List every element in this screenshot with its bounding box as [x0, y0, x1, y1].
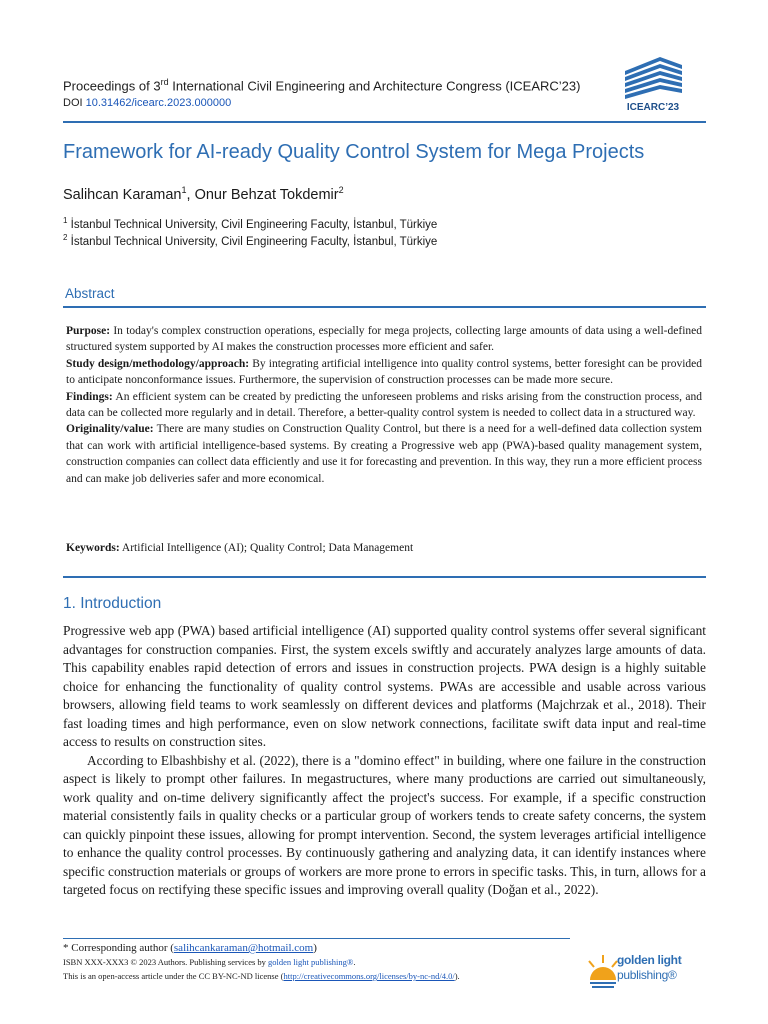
doi-label: DOI: [63, 97, 86, 109]
author-separator: ,: [186, 186, 195, 203]
license-line: [63, 971, 460, 981]
abstract-originality: [66, 421, 702, 487]
keywords-label: Keywords:: [66, 542, 120, 554]
logo-roof-stripe-1: [625, 57, 682, 75]
author-1-affil: 1: [181, 185, 187, 195]
icearc-logo: [620, 55, 686, 113]
abstract-findings-label: Findings:: [66, 390, 113, 403]
license-prefix: This is an open-access article under the CC BY-NC-ND license (: [63, 971, 284, 981]
abstract-methodology: [66, 356, 702, 389]
author-2-affil: 2: [338, 185, 344, 195]
doi-link[interactable]: 10.31462/icearc.2023.000000: [85, 97, 232, 109]
abstract-methodology-text: By integrating artificial intelligence into quality control systems, better foresight can be provided to anticipate nonconformance issues. Furthermore, the supervision of construction processes can be made more secure.: [66, 357, 702, 387]
introduction-paragraph-1: Progressive web app (PWA) based artificial intelligence (AI) supported quality control systems offer several significant advantages for construction companies. First, the system excels swiftly and accurately analyzes large amounts of data. This capability enables rapid detection of errors and issues in construction projects. PWA design is a highly suitable choice for enhancing the functionality of quality control systems. PWAs are accessible and usable across various browsers, allowing field teams to work seamlessly on different devices and platforms (Majchrzak et al., 2018). Their fast loading times and high performance, even on slow network connections, facilitate swift data input and real-time access to results on construction sites.: [63, 623, 706, 749]
abstract-originality-text: There are many studies on Construction Quality Control, but there is a need for a well-defined data collection system that can work with artificial intelligence-based systems. By creating a Progressive web app (PWA)-based quality management system, construction companies can collect data efficiently and use it for forecasting and prevention. In this way, they run a more efficient process and can make job deliveries safer and more economical.: [66, 423, 702, 485]
proceedings-line: [63, 77, 580, 93]
publisher-name-line-1: golden light: [617, 953, 682, 967]
keywords-rule: [63, 576, 706, 578]
abstract-body: [66, 323, 702, 487]
abstract-purpose-text: In today's complex construction operations, especially for mega projects, collecting large amounts of data using a well-defined structured system supported by AI makes the construction processes more efficient and safer.: [66, 325, 702, 354]
doi-line: [63, 97, 231, 109]
introduction-paragraph-2: According to Elbashbishy et al. (2022), there is a "domino effect" in building, where one failure in the construction aspect is likely to prompt other failures. In megastructures, where many productions are carried out simultaneously, work quality and on-time delivery significantly affect the project's success. For example, if a specific construction material consistently fails in quality checks or a particular group of workers tends to create safety concerns, the system can quickly pinpoint these issues, allowing for prompt intervention. Second, the system leverages artificial intelligence to enhance the quality control processes. By continuously gathering and analyzing data, it can identify instances where specific construction materials or groups of workers are more prone to errors in specific tasks. This, in turn, allows for a targeted focus on rectifying these specific issues and improving overall quality (Doğan et al., 2022).: [63, 752, 706, 897]
introduction-body: [63, 622, 706, 900]
author-1: Salihcan Karaman: [63, 186, 182, 203]
affiliation-1-marker: 1: [63, 216, 68, 225]
corresponding-author-note: [63, 942, 317, 954]
affiliation-2-marker: 2: [63, 233, 68, 242]
abstract-purpose: [66, 323, 702, 356]
author-2: Onur Behzat Tokdemir: [194, 186, 339, 203]
affiliation-1-text: İstanbul Technical University, Civil Engineering Faculty, İstanbul, Türkiye: [67, 218, 438, 231]
corresponding-email-link[interactable]: salihcankaraman@hotmail.com: [173, 942, 314, 954]
license-suffix: ).: [454, 971, 460, 981]
keywords: [66, 542, 702, 554]
isbn-prefix: ISBN XXX-XXX3 © 2023 Authors. Publishing services by: [63, 957, 269, 967]
abstract-methodology-label: Study design/methodology/approach:: [66, 357, 250, 370]
proceedings-suffix: International Civil Engineering and Architecture Congress (ICEARC’23): [168, 78, 581, 94]
isbn-suffix: .: [353, 957, 356, 967]
proceedings-ordinal: rd: [160, 77, 169, 87]
isbn-line: [63, 957, 355, 967]
keywords-text: Artificial Intelligence (AI); Quality Control; Data Management: [119, 542, 414, 554]
affiliation-2-text: İstanbul Technical University, Civil Engineering Faculty, İstanbul, Türkiye: [67, 235, 438, 248]
abstract-heading: Abstract: [65, 286, 115, 301]
license-link[interactable]: http://creativecommons.org/licenses/by-nc-nd/4.0/: [283, 971, 455, 981]
logo-text: ICEARC’23: [626, 102, 680, 113]
abstract-findings-text: An efficient system can be created by predicting the unforeseen problems and risks arising from the construction process, and data can be collected more regularly and in detail. Therefore, a better-quality control system is needed to collect data in a structured way.: [66, 390, 702, 420]
publisher-name-line-2: publishing®: [617, 968, 677, 982]
abstract-originality-label: Originality/value:: [66, 423, 154, 436]
isbn-publisher-brand: golden light publishing®: [268, 957, 354, 967]
header-rule: [63, 121, 706, 123]
paper-title: Framework for AI-ready Quality Control System for Mega Projects: [63, 141, 645, 163]
affiliation-1: [63, 216, 437, 231]
publisher-sun-icon: [589, 955, 617, 987]
abstract-rule: [63, 306, 706, 308]
abstract-findings: [66, 389, 702, 422]
affiliation-2: [63, 233, 437, 248]
corresponding-suffix: ): [313, 942, 317, 954]
introduction-heading: 1. Introduction: [63, 595, 162, 612]
corresponding-prefix: * Corresponding author (: [63, 942, 174, 954]
proceedings-prefix: Proceedings of 3: [63, 78, 161, 94]
abstract-purpose-label: Purpose:: [66, 325, 111, 337]
footnote-rule: [63, 938, 570, 939]
author-list: [63, 185, 344, 203]
